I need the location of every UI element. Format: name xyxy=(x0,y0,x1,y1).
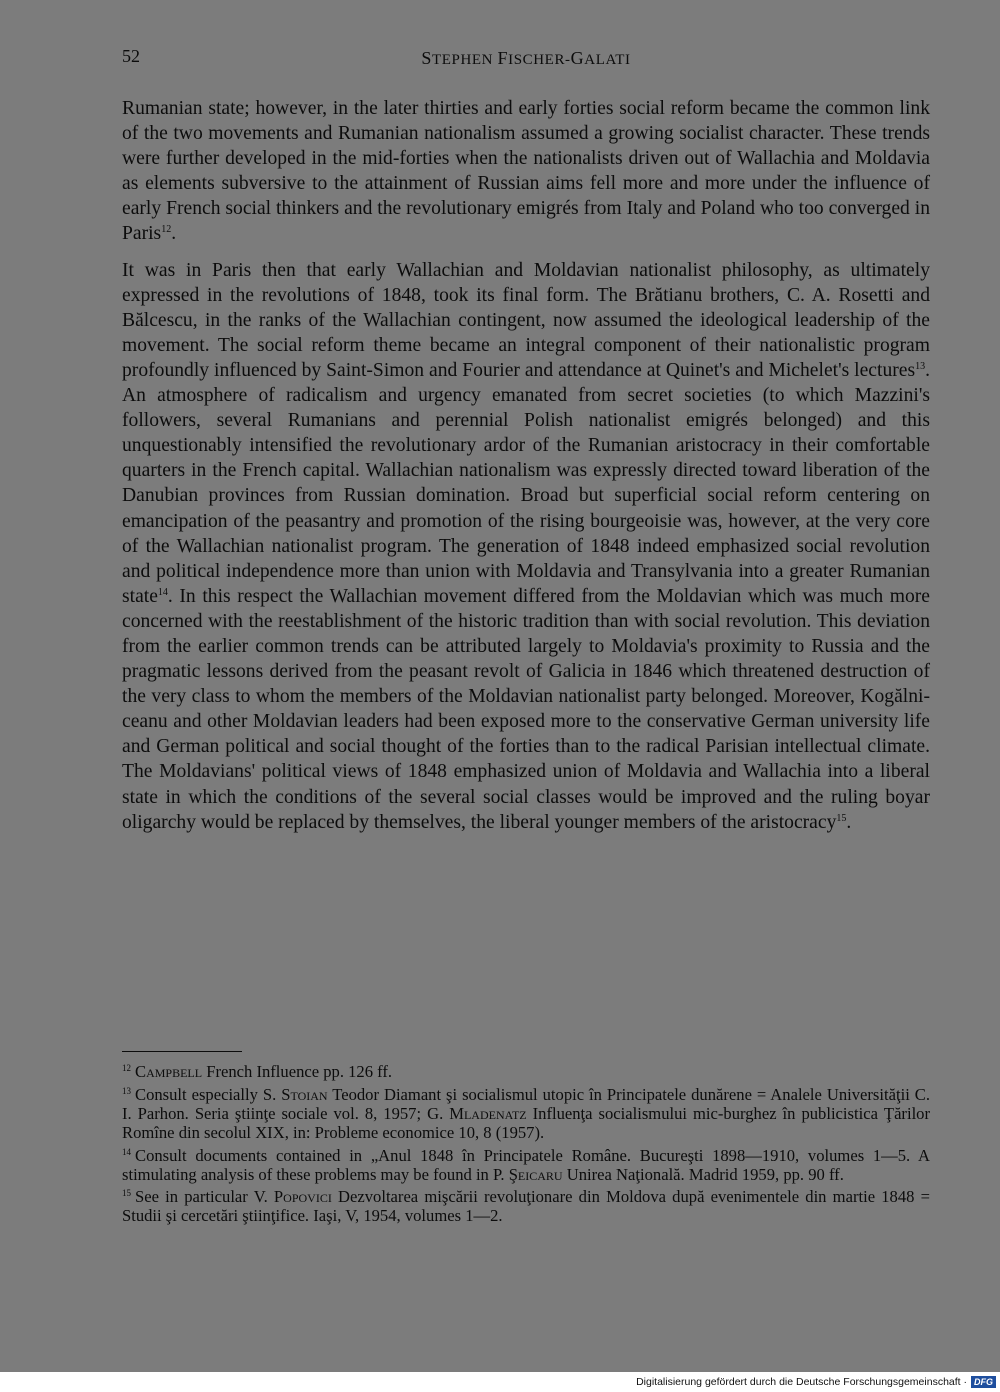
footnote-ref-12[interactable]: 12 xyxy=(161,224,172,236)
digitization-footer xyxy=(636,1372,996,1392)
footnote-12: $^{12}$ Campbell French Influence pp. 126 ff. xyxy=(122,1062,393,1081)
page-number: 52 xyxy=(122,46,140,66)
dfg-logo[interactable]: DFG xyxy=(971,1376,996,1388)
body-text xyxy=(122,96,930,846)
paragraph-2: It was in Paris then that early Wallachian and Moldavian nationalist philosophy, as ultimately expressed in the revolutions of 1848, took its final form. The Brătianu brothers, C. A. Rosetti and Bălcescu, in the ranks of the Wallachian contingent, now assumed the ideological leadership of the movement. The social reform theme became an integral component of their nationalistic program profoundly influenced by Saint-Simon and Fourier and attendance at Quinet's and Michelet's lectures$^{13}$. An atmosphere of radicalism and urgency emanated from secret societies (to which Mazzini's followers, several Rumanians and perennial Polish nationalist emigrés belonged) and this unquestionably intensified the revolutionary ardor of the Rumanian aristocracy in their comfortable quarters in the French capital. Wallachian nationalism was expressly directed toward liberation of the Danubian provinces from Russian domination. Broad but superficial social reform centering on emancipation of the peasantry and promotion of the rising bourgeoisie was, however, at the very core of the Wallachian nationalist program. The generation of 1848 indeed emphasized social revolution and political independence more than union with Moldavia and Transylvania into a greater Rumanian state$^{14}$. In this respect the Wallachian movement differed from the Moldavian which was much more concerned with the reestablishment of the historic tradition than with social revolution. This deviation from the earlier common trends can be attributed largely to Moldavia's proximity to Russia and the pragmatic lessons derived from the peasant revolt of Galicia in 1846 which threatened destruction of the very class to whom the members of the Moldavian nationalist party belonged. Moreover, Kogălniceanu and other Moldavian leaders had been exposed more to the conservative German university life and German political and social thought of the forties than to the radical Parisian intellectual climate. The Moldavians' political views of 1848 emphasized union of Moldavia and Wallachia into a liberal state in which the conditions of the several social classes would be improved and the ruling boyar oligarchy would be replaced by themselves, the liberal younger members of the aristocracy$^{15}$. xyxy=(122,259,930,833)
footnote-13: $^{13}$ Consult especially S. Stoian Teodor Diamant şi socialismul utopic în Principatele dunărene = Analele Universităţii C. I. Parhon. Seria ştiinţe sociale vol. 8, 1957; G. Mladenatz Influenţa socialismului mic-burghez în publicistica Ţărilor Romîne din secolul XIX, in: Probleme economice 10, 8 (1957). xyxy=(122,1084,930,1142)
footnote-15: $^{15}$ See in particular V. Popovici Dezvoltarea mişcării revoluţionare din Moldova după evenimentele din martie 1848 = Studii şi cercetări ştiinţifice. Iaşi, V, 1954, volumes 1—2. xyxy=(122,1187,930,1226)
footnote-divider xyxy=(122,1051,242,1052)
paragraph-1: Rumanian state; however, in the later thirties and early forties social reform became the common link of the two movements and Rumanian nationalism assumed a growing socialist character. These trends were further developed in the mid-forties when the nationalists driven out of Wallachia and Moldavia as elements subversive to the attainment of Russian aims fell more and more under the influence of early French social thinkers and the revolutionary emigrés from Italy and Poland who too converged in Paris$^{12}$. xyxy=(122,98,930,245)
page-header xyxy=(122,46,930,72)
footnote-14: $^{14}$ Consult documents contained in „Anul 1848 în Principatele Române. Bucureşti 1898—1910, volumes 1—5. A stimulating analysis of these problems may be found in P. Şeicaru Unirea Naţională. Madrid 1959, pp. 90 ff. xyxy=(122,1145,930,1184)
funding-notice: Digitalisierung gefördert durch die Deutsche Forschungsgemeinschaft · xyxy=(636,1376,967,1388)
footnote-ref-14[interactable]: 14 xyxy=(157,586,168,598)
footnote-ref-13[interactable]: 13 xyxy=(915,360,926,372)
running-head-author: STEPHEN FISCHER-GALATI xyxy=(421,48,631,68)
footnotes xyxy=(122,1063,930,1230)
footnote-ref-15[interactable]: 15 xyxy=(836,812,847,824)
